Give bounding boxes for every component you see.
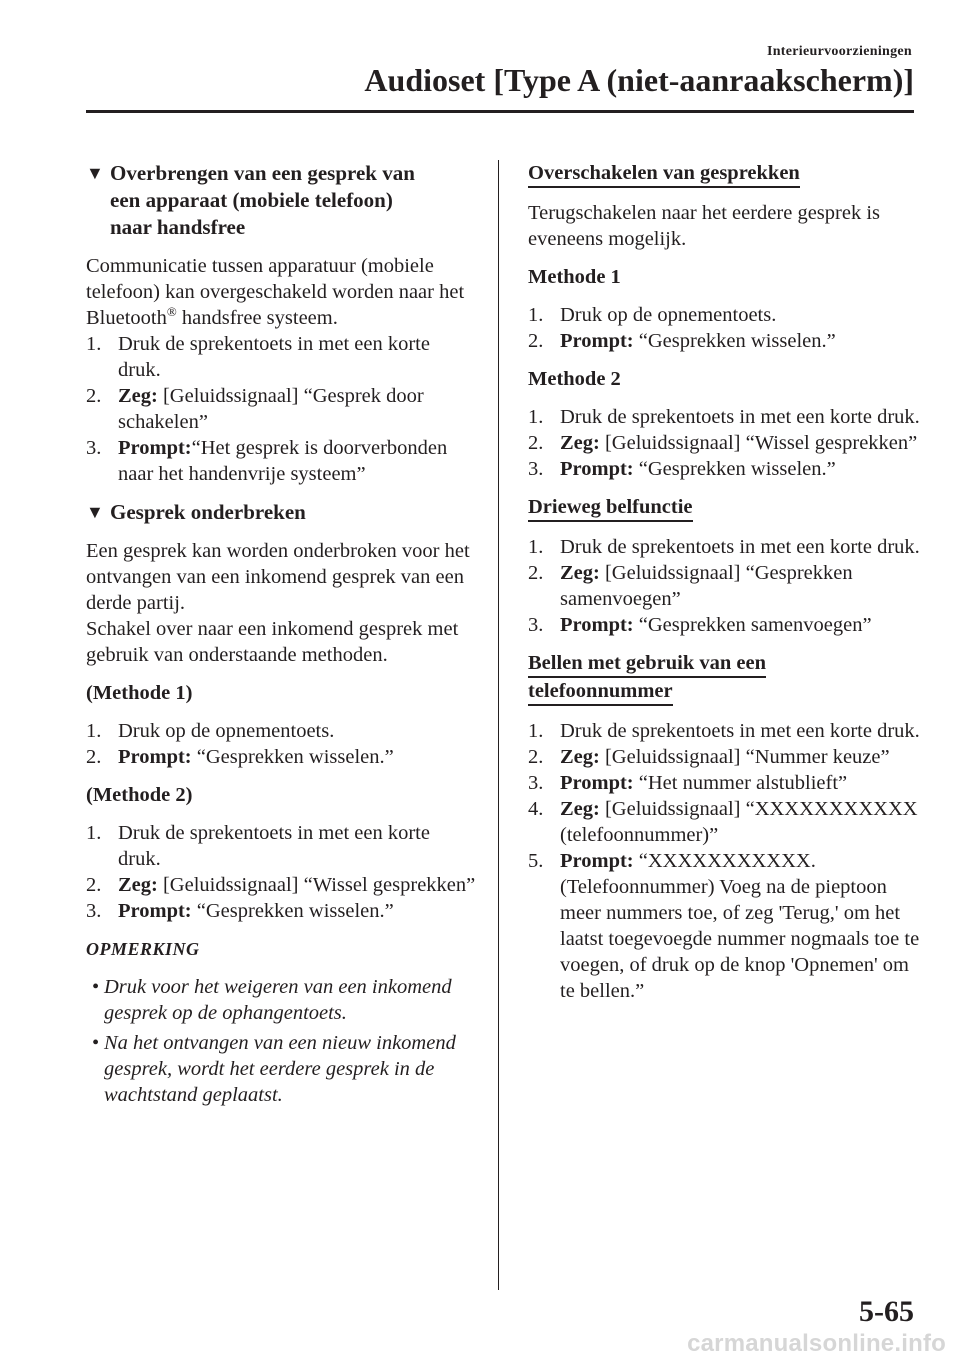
step-number: 2. (528, 746, 544, 768)
heading-switch-calls: Overschakelen van gesprekken (528, 160, 920, 188)
step-label: Prompt: (560, 330, 634, 352)
step-label: Zeg: (560, 432, 600, 454)
step-item (86, 820, 476, 872)
step-item (528, 328, 920, 354)
note-item (86, 974, 476, 1026)
step-label: Zeg: (560, 562, 600, 584)
note-text: Na het ontvangen van een nieuw inkomend gesprek, wordt het eerdere gesprek in de wachtstand geplaatst. (104, 1032, 456, 1106)
heading-transfer-call: ▼ Overbrengen van een gesprek van een apparaat (mobiele telefoon) naar handsfree (86, 161, 415, 239)
step-item (528, 430, 920, 456)
step-text: Druk op de opnementoets. (560, 304, 777, 326)
step-text: Druk op de opnementoets. (118, 720, 335, 742)
column-divider (498, 160, 499, 1290)
step-label: Zeg: (560, 746, 600, 768)
step-item (528, 718, 920, 744)
note-text: Druk voor het weigeren van een inkomend gesprek op de ophangentoets. (104, 976, 452, 1024)
step-item (528, 848, 920, 1004)
heading-three-way-call: Drieweg belfunctie (528, 494, 920, 522)
step-text: Druk de sprekentoets in met een korte druk. (560, 720, 920, 742)
step-text: [Geluidssignaal] “Wissel gesprekken” (599, 432, 918, 454)
triangle-icon: ▼ (86, 163, 104, 183)
step-item (86, 383, 476, 435)
paragraph-switch-back: Terugschakelen naar het eerdere gesprek is eveneens mogelijk. (528, 202, 881, 250)
step-number: 5. (528, 850, 544, 872)
step-item (86, 718, 476, 744)
step-label: Zeg: (118, 874, 158, 896)
step-text: [Geluidssignaal] “Nummer keuze” (599, 746, 890, 768)
step-text: Druk de sprekentoets in met een korte druk. (560, 406, 920, 428)
page-title: Audioset [Type A (niet-aanraakscherm)] (364, 62, 914, 98)
step-number: 1. (528, 720, 544, 742)
step-item (528, 612, 920, 638)
step-label: Prompt: (560, 772, 634, 794)
step-item (528, 456, 920, 482)
note-item (86, 1030, 476, 1108)
heading-interrupt-call: ▼ Gesprek onderbreken (86, 500, 306, 524)
step-number: 3. (528, 458, 544, 480)
step-number: 1. (528, 406, 544, 428)
step-item (528, 744, 920, 770)
method-2-label: (Methode 2) (86, 784, 193, 806)
step-label: Prompt: (560, 614, 634, 636)
step-text: “Gesprekken wisselen.” (191, 746, 394, 768)
step-text: “Gesprekken wisselen.” (633, 458, 836, 480)
step-number: 3. (86, 900, 102, 922)
header-rule (86, 110, 914, 113)
step-number: 3. (528, 614, 544, 636)
step-number: 1. (528, 536, 544, 558)
step-label: Prompt: (118, 437, 192, 459)
right-method-1-label: Methode 1 (528, 266, 621, 288)
paragraph-switch-methods: Schakel over naar een inkomend gesprek met gebruik van onderstaande methoden. (86, 618, 459, 666)
step-text: Druk de sprekentoets in met een korte druk. (118, 822, 430, 870)
steps-transfer (86, 331, 476, 487)
watermark: carmanualsonline.info (687, 1330, 946, 1357)
step-item (528, 404, 920, 430)
step-item (86, 331, 476, 383)
step-item (528, 796, 920, 848)
steps-three-way (528, 534, 920, 638)
step-item (528, 534, 920, 560)
step-text: Druk de sprekentoets in met een korte druk. (560, 536, 920, 558)
steps-method-2 (86, 820, 476, 924)
note-heading: OPMERKING (86, 939, 200, 959)
step-label: Prompt: (118, 746, 192, 768)
step-number: 2. (528, 562, 544, 584)
triangle-icon: ▼ (86, 502, 104, 522)
step-label: Prompt: (560, 850, 634, 872)
step-text: [Geluidssignaal] “Gesprek door schakelen” (118, 385, 424, 433)
step-number: 1. (86, 333, 102, 355)
right-method-2-label: Methode 2 (528, 368, 621, 390)
step-text: [Geluidssignaal] “Gesprekken samenvoegen” (560, 562, 853, 610)
step-label: Prompt: (560, 458, 634, 480)
step-item (86, 898, 476, 924)
step-label: Zeg: (118, 385, 158, 407)
left-column (86, 160, 476, 1112)
step-item (86, 744, 476, 770)
step-item (528, 770, 920, 796)
step-number: 2. (528, 432, 544, 454)
step-number: 3. (86, 437, 102, 459)
step-text: “Het nummer alstublieft” (633, 772, 848, 794)
step-number: 3. (528, 772, 544, 794)
bullet-icon: • (92, 976, 100, 998)
steps-method-1 (86, 718, 476, 770)
step-item (86, 872, 476, 898)
step-item (86, 435, 476, 487)
step-text: “Het gesprek is doorverbonden naar het handenvrije systeem” (118, 437, 448, 485)
step-number: 2. (86, 746, 102, 768)
paragraph-transfer: Communicatie tussen apparatuur (mobiele telefoon) kan overgeschakeld worden naar het Bluetooth® handsfree systeem. (86, 255, 465, 329)
step-label: Prompt: (118, 900, 192, 922)
heading-call-by-number: Bellen met gebruik van een telefoonnummer (528, 650, 920, 706)
step-label: Zeg: (560, 798, 600, 820)
steps-right-method-2 (528, 404, 920, 482)
step-number: 2. (86, 874, 102, 896)
step-number: 1. (86, 720, 102, 742)
step-number: 1. (86, 822, 102, 844)
step-text: “Gesprekken wisselen.” (633, 330, 836, 352)
right-column (528, 160, 920, 1016)
note-list (86, 974, 476, 1108)
bullet-icon: • (92, 1032, 100, 1054)
page-number: 5-65 (859, 1295, 914, 1328)
step-text: “XXXXXXXXXXX. (Telefoonnummer) Voeg na de pieptoon meer nummers toe, of zeg 'Terug,' om het laatst toegevoegde nummer nogmaals toe te voegen, of druk op de knop 'Opnemen' om te bellen.” (560, 850, 920, 1002)
method-1-label: (Methode 1) (86, 682, 193, 704)
step-number: 2. (86, 385, 102, 407)
step-text: [Geluidssignaal] “Wissel gesprekken” (157, 874, 476, 896)
step-text: “Gesprekken samenvoegen” (633, 614, 872, 636)
step-number: 2. (528, 330, 544, 352)
step-text: “Gesprekken wisselen.” (191, 900, 394, 922)
step-number: 1. (528, 304, 544, 326)
step-text: [Geluidssignaal] “XXXXXXXXXXX (telefoonnummer)” (560, 798, 918, 846)
step-item (528, 560, 920, 612)
step-item (528, 302, 920, 328)
paragraph-interrupt: Een gesprek kan worden onderbroken voor het ontvangen van een inkomend gesprek van een derde partij. (86, 540, 470, 614)
steps-call-by-number (528, 718, 920, 1004)
step-text: Druk de sprekentoets in met een korte druk. (118, 333, 430, 381)
step-number: 4. (528, 798, 544, 820)
steps-right-method-1 (528, 302, 920, 354)
header-section: Interieurvoorzieningen (766, 44, 912, 59)
